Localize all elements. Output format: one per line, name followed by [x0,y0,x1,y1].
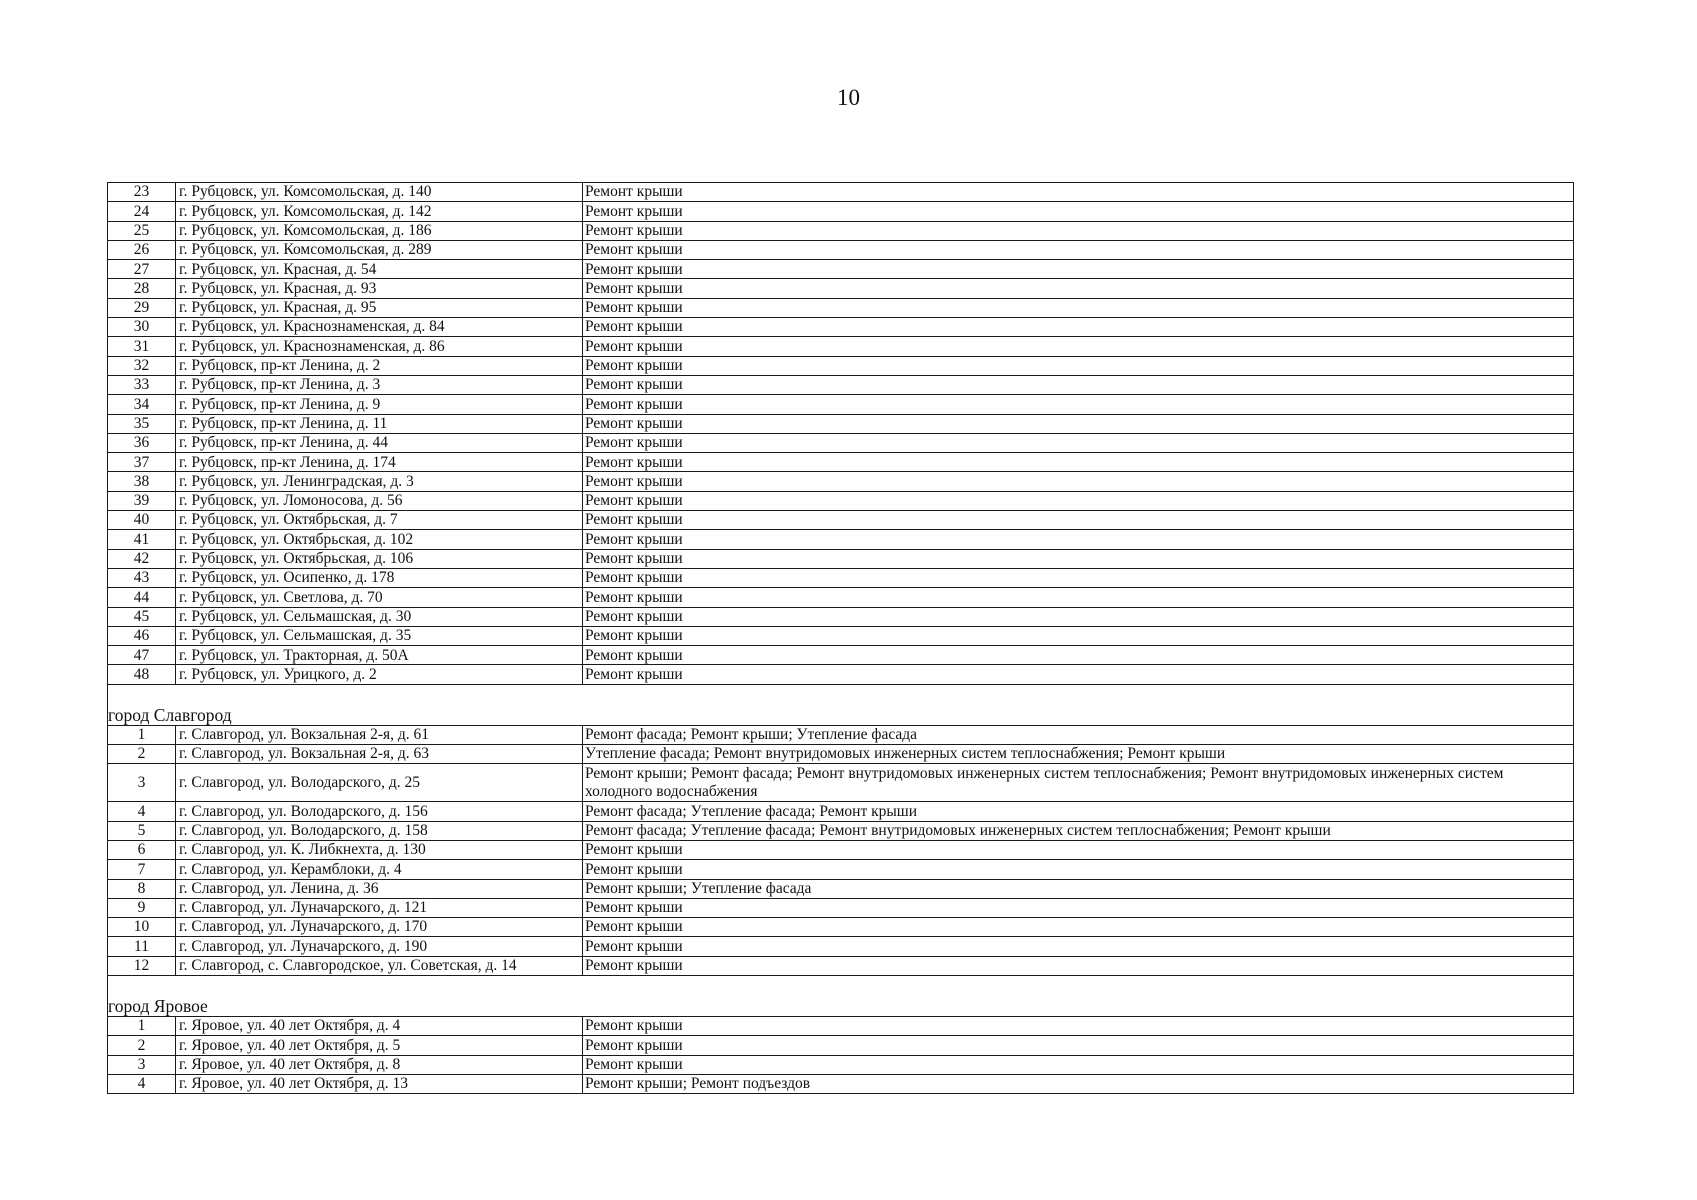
row-number-cell: 1 [108,725,176,744]
address-cell: г. Рубцовск, ул. Краснознаменская, д. 84 [176,318,583,337]
table-row [108,879,1574,898]
work-type-cell: Ремонт крыши [583,260,1574,279]
address-cell: г. Рубцовск, пр-кт Ленина, д. 9 [176,395,583,414]
address-cell: г. Рубцовск, пр-кт Ленина, д. 174 [176,453,583,472]
address-cell: г. Рубцовск, ул. Красная, д. 54 [176,260,583,279]
row-number-cell: 2 [108,745,176,764]
table-row [108,318,1574,337]
address-cell: г. Рубцовск, ул. Ломоносова, д. 56 [176,491,583,510]
address-cell: г. Рубцовск, ул. Светлова, д. 70 [176,588,583,607]
row-number-cell: 6 [108,840,176,859]
address-cell: г. Рубцовск, ул. Октябрьская, д. 7 [176,511,583,530]
table-row [108,414,1574,433]
section-title: город Славгород [108,704,232,725]
work-type-cell: Ремонт крыши [583,240,1574,259]
row-number-cell: 2 [108,1036,176,1055]
work-type-cell: Ремонт крыши [583,375,1574,394]
address-cell: г. Рубцовск, ул. Комсомольская, д. 142 [176,202,583,221]
row-number-cell: 48 [108,665,176,684]
work-type-cell: Ремонт крыши [583,221,1574,240]
work-type-cell: Ремонт крыши [583,549,1574,568]
work-type-cell: Ремонт крыши; Утепление фасада [583,879,1574,898]
section-heading-row [108,975,1574,1016]
address-cell: г. Яровое, ул. 40 лет Октября, д. 13 [176,1074,583,1093]
row-number-cell: 10 [108,918,176,937]
table-row [108,588,1574,607]
row-number-cell: 33 [108,375,176,394]
row-number-cell: 28 [108,279,176,298]
table-row [108,511,1574,530]
section-heading-cell [108,975,1574,1016]
work-type-cell: Ремонт крыши [583,337,1574,356]
address-cell: г. Славгород, ул. Луначарского, д. 121 [176,898,583,917]
address-cell: г. Славгород, ул. К. Либкнехта, д. 130 [176,840,583,859]
table-row [108,202,1574,221]
address-cell: г. Рубцовск, пр-кт Ленина, д. 44 [176,433,583,452]
table-row [108,918,1574,937]
row-number-cell: 45 [108,607,176,626]
address-cell: г. Рубцовск, ул. Тракторная, д. 50А [176,646,583,665]
row-number-cell: 3 [108,764,176,802]
work-type-cell: Ремонт крыши [583,1016,1574,1035]
address-cell: г. Славгород, ул. Вокзальная 2-я, д. 63 [176,745,583,764]
work-type-cell: Ремонт крыши [583,356,1574,375]
row-number-cell: 37 [108,453,176,472]
table-row [108,568,1574,587]
work-type-cell: Ремонт крыши [583,1036,1574,1055]
work-type-cell: Ремонт фасада; Утепление фасада; Ремонт крыши [583,802,1574,821]
table-row [108,549,1574,568]
address-cell: г. Рубцовск, ул. Сельмашская, д. 35 [176,626,583,645]
table-row [108,1036,1574,1055]
work-type-cell: Ремонт крыши [583,414,1574,433]
address-cell: г. Яровое, ул. 40 лет Октября, д. 4 [176,1016,583,1035]
table-row [108,260,1574,279]
work-type-cell: Ремонт крыши [583,472,1574,491]
address-cell: г. Славгород, ул. Луначарского, д. 170 [176,918,583,937]
work-type-cell: Ремонт крыши [583,491,1574,510]
address-cell: г. Яровое, ул. 40 лет Октября, д. 5 [176,1036,583,1055]
work-type-cell: Ремонт крыши [583,202,1574,221]
section-heading-row [108,684,1574,725]
table-row [108,626,1574,645]
address-cell: г. Рубцовск, ул. Осипенко, д. 178 [176,568,583,587]
address-cell: г. Рубцовск, ул. Октябрьская, д. 102 [176,530,583,549]
table-row [108,221,1574,240]
table-row [108,745,1574,764]
work-type-cell: Ремонт крыши [583,840,1574,859]
work-type-cell: Ремонт крыши [583,395,1574,414]
address-cell: г. Славгород, ул. Вокзальная 2-я, д. 61 [176,725,583,744]
work-type-cell: Ремонт фасада; Ремонт крыши; Утепление фасада [583,725,1574,744]
work-type-cell: Ремонт крыши [583,298,1574,317]
work-type-cell: Ремонт крыши [583,626,1574,645]
table-row [108,298,1574,317]
address-cell: г. Рубцовск, пр-кт Ленина, д. 11 [176,414,583,433]
address-cell: г. Яровое, ул. 40 лет Октября, д. 8 [176,1055,583,1074]
address-cell: г. Рубцовск, ул. Ленинградская, д. 3 [176,472,583,491]
work-type-cell: Ремонт крыши; Ремонт фасада; Ремонт внутридомовых инженерных систем теплоснабжения; Ремонт внутридомовых инженерных систем холодного водоснабжения [583,764,1574,802]
table-row [108,802,1574,821]
row-number-cell: 23 [108,183,176,202]
row-number-cell: 4 [108,802,176,821]
row-number-cell: 32 [108,356,176,375]
table-row [108,1055,1574,1074]
address-cell: г. Славгород, с. Славгородское, ул. Советская, д. 14 [176,956,583,975]
row-number-cell: 43 [108,568,176,587]
address-cell: г. Славгород, ул. Ленина, д. 36 [176,879,583,898]
address-cell: г. Рубцовск, ул. Урицкого, д. 2 [176,665,583,684]
table-row [108,337,1574,356]
table-row [108,764,1574,802]
table-row [108,530,1574,549]
address-cell: г. Рубцовск, ул. Красная, д. 95 [176,298,583,317]
work-type-cell: Ремонт крыши [583,665,1574,684]
work-type-cell: Ремонт крыши [583,279,1574,298]
table-row [108,665,1574,684]
work-type-cell: Ремонт крыши [583,607,1574,626]
row-number-cell: 38 [108,472,176,491]
row-number-cell: 41 [108,530,176,549]
table-row [108,453,1574,472]
work-type-cell: Ремонт крыши [583,530,1574,549]
address-cell: г. Рубцовск, ул. Комсомольская, д. 289 [176,240,583,259]
table-row [108,375,1574,394]
row-number-cell: 3 [108,1055,176,1074]
work-type-cell: Ремонт крыши [583,588,1574,607]
row-number-cell: 31 [108,337,176,356]
work-type-cell: Ремонт крыши [583,318,1574,337]
row-number-cell: 12 [108,956,176,975]
address-cell: г. Рубцовск, ул. Комсомольская, д. 186 [176,221,583,240]
row-number-cell: 5 [108,821,176,840]
row-number-cell: 4 [108,1074,176,1093]
table-row [108,433,1574,452]
row-number-cell: 9 [108,898,176,917]
work-type-cell: Ремонт крыши [583,860,1574,879]
row-number-cell: 34 [108,395,176,414]
work-type-cell: Ремонт фасада; Утепление фасада; Ремонт внутридомовых инженерных систем теплоснабжения; Ремонт крыши [583,821,1574,840]
row-number-cell: 46 [108,626,176,645]
address-cell: г. Рубцовск, ул. Комсомольская, д. 140 [176,183,583,202]
table-row [108,491,1574,510]
table-row [108,607,1574,626]
work-type-cell: Ремонт крыши [583,183,1574,202]
section-title: город Яровое [108,995,208,1016]
table-row [108,356,1574,375]
table-row [108,956,1574,975]
row-number-cell: 36 [108,433,176,452]
row-number-cell: 39 [108,491,176,510]
row-number-cell: 44 [108,588,176,607]
work-type-cell: Ремонт крыши [583,453,1574,472]
table-row [108,1074,1574,1093]
work-type-cell: Ремонт крыши; Ремонт подъездов [583,1074,1574,1093]
row-number-cell: 47 [108,646,176,665]
table-row [108,395,1574,414]
address-cell: г. Рубцовск, ул. Октябрьская, д. 106 [176,549,583,568]
row-number-cell: 7 [108,860,176,879]
table-row [108,1016,1574,1035]
row-number-cell: 11 [108,937,176,956]
table-row [108,898,1574,917]
address-cell: г. Рубцовск, пр-кт Ленина, д. 2 [176,356,583,375]
row-number-cell: 42 [108,549,176,568]
address-cell: г. Рубцовск, пр-кт Ленина, д. 3 [176,375,583,394]
register-table-container [107,182,1574,1094]
table-row [108,937,1574,956]
table-row [108,279,1574,298]
address-cell: г. Рубцовск, ул. Краснознаменская, д. 86 [176,337,583,356]
address-cell: г. Славгород, ул. Луначарского, д. 190 [176,937,583,956]
row-number-cell: 30 [108,318,176,337]
row-number-cell: 8 [108,879,176,898]
address-cell: г. Славгород, ул. Володарского, д. 25 [176,764,583,802]
address-cell: г. Рубцовск, ул. Красная, д. 93 [176,279,583,298]
work-type-cell: Ремонт крыши [583,1055,1574,1074]
work-type-cell: Ремонт крыши [583,937,1574,956]
row-number-cell: 27 [108,260,176,279]
table-row [108,646,1574,665]
row-number-cell: 24 [108,202,176,221]
table-row [108,240,1574,259]
work-type-cell: Ремонт крыши [583,956,1574,975]
row-number-cell: 1 [108,1016,176,1035]
table-row [108,725,1574,744]
work-type-cell: Ремонт крыши [583,433,1574,452]
table-row [108,821,1574,840]
address-cell: г. Рубцовск, ул. Сельмашская, д. 30 [176,607,583,626]
work-type-cell: Ремонт крыши [583,646,1574,665]
table-row [108,472,1574,491]
address-cell: г. Славгород, ул. Володарского, д. 158 [176,821,583,840]
row-number-cell: 35 [108,414,176,433]
work-type-cell: Ремонт крыши [583,568,1574,587]
work-type-cell: Ремонт крыши [583,898,1574,917]
table-row [108,183,1574,202]
work-type-cell: Утепление фасада; Ремонт внутридомовых инженерных систем теплоснабжения; Ремонт крыши [583,745,1574,764]
address-cell: г. Славгород, ул. Володарского, д. 156 [176,802,583,821]
row-number-cell: 29 [108,298,176,317]
row-number-cell: 25 [108,221,176,240]
address-cell: г. Славгород, ул. Керамблоки, д. 4 [176,860,583,879]
row-number-cell: 40 [108,511,176,530]
work-type-cell: Ремонт крыши [583,511,1574,530]
table-row [108,860,1574,879]
page-number: 10 [837,85,860,110]
register-table [107,182,1574,1094]
row-number-cell: 26 [108,240,176,259]
work-type-cell: Ремонт крыши [583,918,1574,937]
table-row [108,840,1574,859]
register-table-body [108,183,1574,1094]
section-heading-cell [108,684,1574,725]
